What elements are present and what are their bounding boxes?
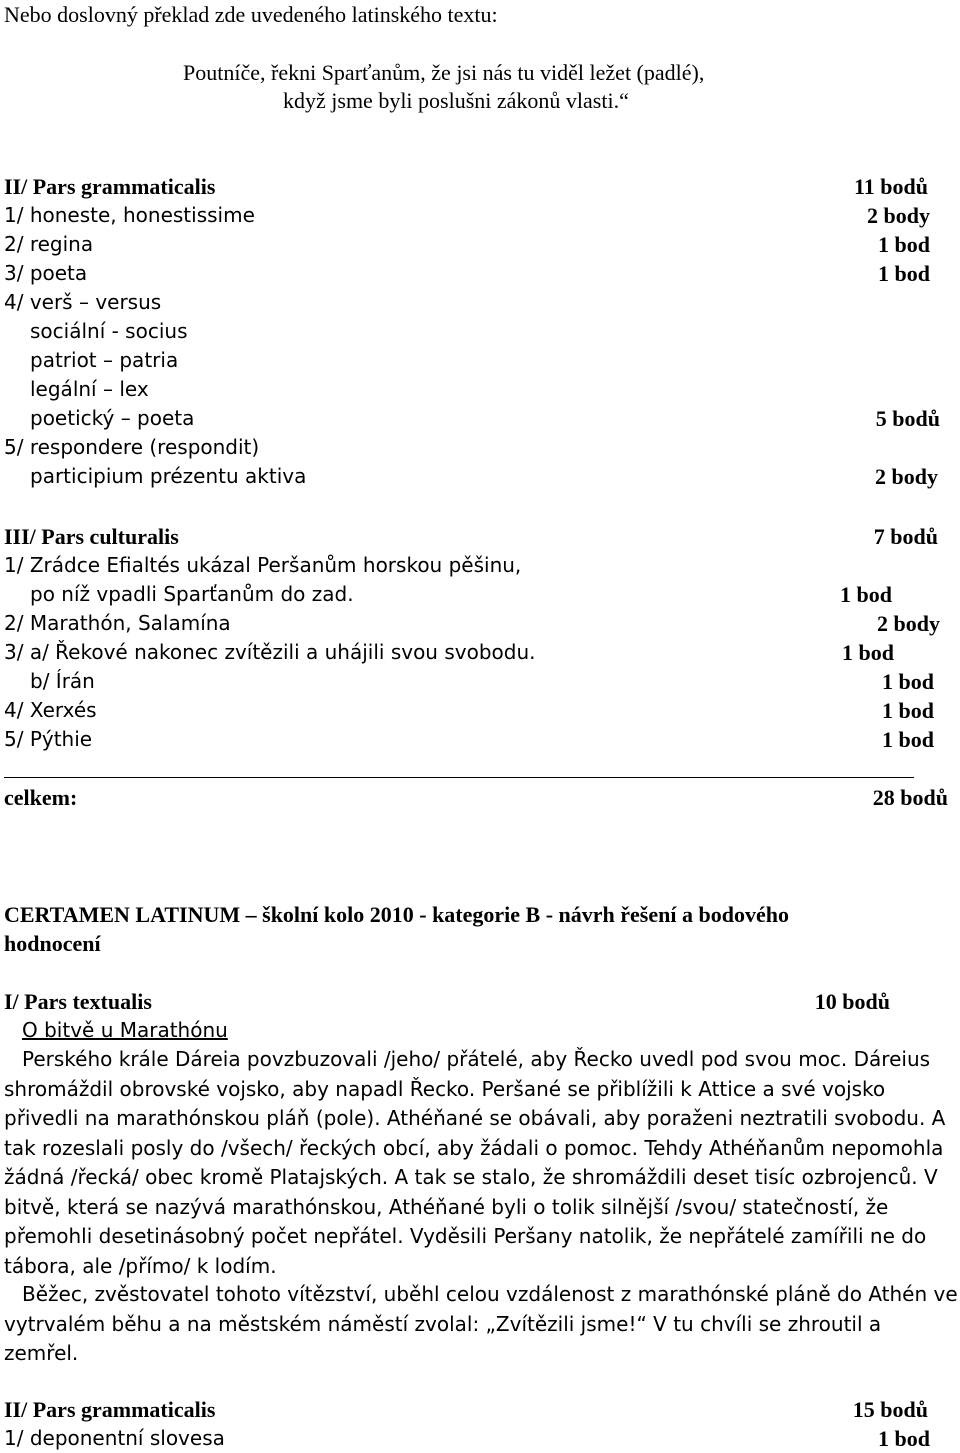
item-points: 1 bod [882, 669, 934, 694]
item-points: 5 bodů [875, 406, 940, 431]
list-item: 5/ respondere (respondit) [4, 435, 260, 459]
section-points: 10 bodů [814, 989, 890, 1014]
quote-line: když jsme byli poslušni zákonů vlasti.“ [283, 88, 629, 113]
section-heading: II/ Pars grammaticalis [4, 174, 216, 199]
section-points: 11 bodů [854, 174, 928, 199]
item-points: 1 bod [842, 640, 894, 665]
paragraph: Perského krále Dáreia povzbuzovali /jeho/ přátelé, aby Řecko uvedl pod svou moc. Dáreius shromáždil obrovské vojsko, aby napadl Řecko. Peršané se přiblížili k Attice a své vojsko přivedli na marathónskou pláň (pole). Athéňané se obávali, aby poraženi neztratili svobodu. A tak rozeslali posly do /všech/ řeckých obcí, aby žádali o pomoc. Tehdy Athéňanům nepomohla žádná /řecká/ obec kromě Platajských. A tak se stalo, že shromáždili deset tisíc ozbrojenců. V bitvě, která se nazývá marathónskou, Athéňané byli o tolik silnější /svou/ statečností, že přemohli desetinásobný počet nepřátel. Vyděsili Peršany natolik, že nepřátelé zamířili ne do tábora, ale /přímo/ k lodím. [4, 1047, 946, 1278]
intro-text: Nebo doslovný překlad zde uvedeného latinského textu: [4, 2, 498, 27]
item-points: 1 bod [878, 261, 930, 286]
section-heading: III/ Pars culturalis [4, 524, 179, 549]
list-item: 1/ deponentní slovesa [4, 1426, 225, 1450]
total-divider [4, 777, 914, 778]
list-item: 4/ verš – versus [4, 290, 162, 314]
list-item: 5/ Pýthie [4, 727, 93, 751]
item-points: 1 bod [882, 727, 934, 752]
list-item: legální – lex [30, 377, 149, 401]
item-points: 1 bod [878, 232, 930, 257]
list-item: participium prézentu aktiva [30, 464, 307, 488]
section-heading: II/ Pars grammaticalis [4, 1397, 216, 1422]
section-points: 15 bodů [852, 1397, 928, 1422]
list-item: sociální - socius [30, 319, 188, 343]
list-item: 3/ poeta [4, 261, 88, 285]
paragraph: Běžec, zvěstovatel tohoto vítězství, uběhl celou vzdálenost z marathónské pláně do Athén ve vytrvalém běhu a na městském náměstí zvolal: „Zvítězili jsme!“ V tu chvíli se zhroutil a zemřel. [4, 1282, 958, 1365]
text-subtitle: O bitvě u Marathónu [22, 1018, 228, 1042]
list-item: 2/ Marathón, Salamína [4, 611, 231, 635]
list-item: po níž vpadli Sparťanům do zad. [30, 582, 354, 606]
list-item: 4/ Xerxés [4, 698, 97, 722]
list-item: 3/ a/ Řekové nakonec zvítězili a uhájili svou svobodu. [4, 640, 536, 664]
list-item: poetický – poeta [30, 406, 195, 430]
item-points: 1 bod [878, 1426, 930, 1451]
list-item: b/ Írán [30, 669, 95, 693]
section-points: 7 bodů [873, 524, 938, 549]
item-points: 2 body [867, 203, 930, 228]
item-points: 2 body [875, 464, 938, 489]
list-item: patriot – patria [30, 348, 179, 372]
list-item: 2/ regina [4, 232, 94, 256]
section-heading: I/ Pars textualis [4, 989, 152, 1014]
item-points: 1 bod [840, 582, 892, 607]
total-label: celkem: [4, 785, 78, 810]
page-title: CERTAMEN LATINUM – školní kolo 2010 - kategorie B - návrh řešení a bodového [4, 902, 789, 927]
list-item: 1/ Zrádce Efialtés ukázal Peršanům horskou pěšinu, [4, 553, 522, 577]
quote-line: Poutníče, řekni Sparťanům, že jsi nás tu viděl ležet (padlé), [183, 60, 705, 85]
total-points: 28 bodů [872, 785, 948, 810]
page-title: hodnocení [4, 931, 101, 956]
item-points: 2 body [877, 611, 940, 636]
list-item: 1/ honeste, honestissime [4, 203, 255, 227]
item-points: 1 bod [882, 698, 934, 723]
